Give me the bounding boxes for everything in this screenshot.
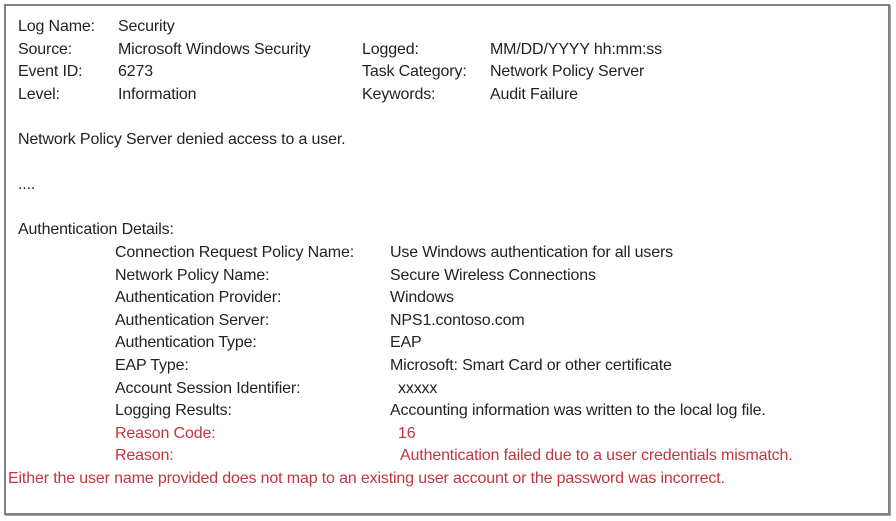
footnote-text: Either the user name provided does not map to an existing user account or the password was incorrect. (8, 469, 725, 487)
reason-code-value: 16 (398, 424, 416, 442)
source-label: Source: (18, 40, 73, 58)
detail-label: Authentication Type: (115, 334, 257, 352)
keywords-label: Keywords: (362, 85, 436, 103)
detail-value: xxxxx (398, 379, 438, 397)
detail-row-reason-code (18, 423, 882, 446)
detail-row-authentication-server (18, 310, 882, 333)
event-message: Network Policy Server denied access to a user. (18, 130, 346, 148)
auth-details-heading: Authentication Details: (18, 221, 174, 239)
level-value: Information (118, 85, 197, 103)
logged-value: MM/DD/YYYY hh:mm:ss (490, 40, 662, 58)
detail-row-logging-results (18, 400, 882, 423)
detail-label: Authentication Server: (115, 311, 270, 329)
detail-label: Connection Request Policy Name: (115, 243, 355, 261)
detail-value: Windows (390, 289, 454, 307)
header-row-event-id (18, 61, 882, 84)
detail-value: Accounting information was written to the local log file. (390, 402, 766, 420)
event-id-value: 6273 (118, 63, 153, 81)
logged-label: Logged: (362, 40, 419, 58)
reason-label: Reason: (115, 447, 174, 465)
detail-row-reason (18, 445, 882, 468)
detail-row-authentication-provider (18, 287, 882, 310)
detail-value: Secure Wireless Connections (390, 266, 596, 284)
log-name-value: Security (118, 18, 175, 35)
task-category-label: Task Category: (362, 63, 467, 81)
detail-row-authentication-type (18, 332, 882, 355)
detail-label: Authentication Provider: (115, 289, 282, 307)
log-name-label: Log Name: (18, 18, 95, 35)
detail-row-connection-request-policy (18, 242, 882, 265)
level-label: Level: (18, 85, 60, 103)
detail-row-eap-type (18, 355, 882, 378)
detail-row-account-session-identifier (18, 378, 882, 401)
event-log-frame (4, 4, 890, 515)
source-value: Microsoft Windows Security (118, 40, 311, 58)
header-row-source (18, 39, 882, 62)
event-id-label: Event ID: (18, 63, 83, 81)
detail-value: Microsoft: Smart Card or other certificate (390, 356, 672, 374)
detail-value: NPS1.contoso.com (390, 311, 525, 329)
reason-code-label: Reason Code: (115, 424, 216, 442)
detail-label: EAP Type: (115, 356, 189, 374)
detail-value: Use Windows authentication for all users (390, 243, 674, 261)
detail-row-network-policy-name (18, 265, 882, 288)
header-row-level (18, 84, 882, 107)
ellipsis-text: .... (18, 176, 36, 194)
header-row-log-name (18, 16, 882, 39)
detail-label: Network Policy Name: (115, 266, 270, 284)
detail-label: Logging Results: (115, 402, 232, 420)
detail-label: Account Session Identifier: (115, 379, 301, 397)
keywords-value: Audit Failure (490, 85, 578, 103)
task-category-value: Network Policy Server (490, 63, 645, 81)
detail-value: EAP (390, 334, 422, 352)
reason-value: Authentication failed due to a user credentials mismatch. (400, 447, 793, 465)
